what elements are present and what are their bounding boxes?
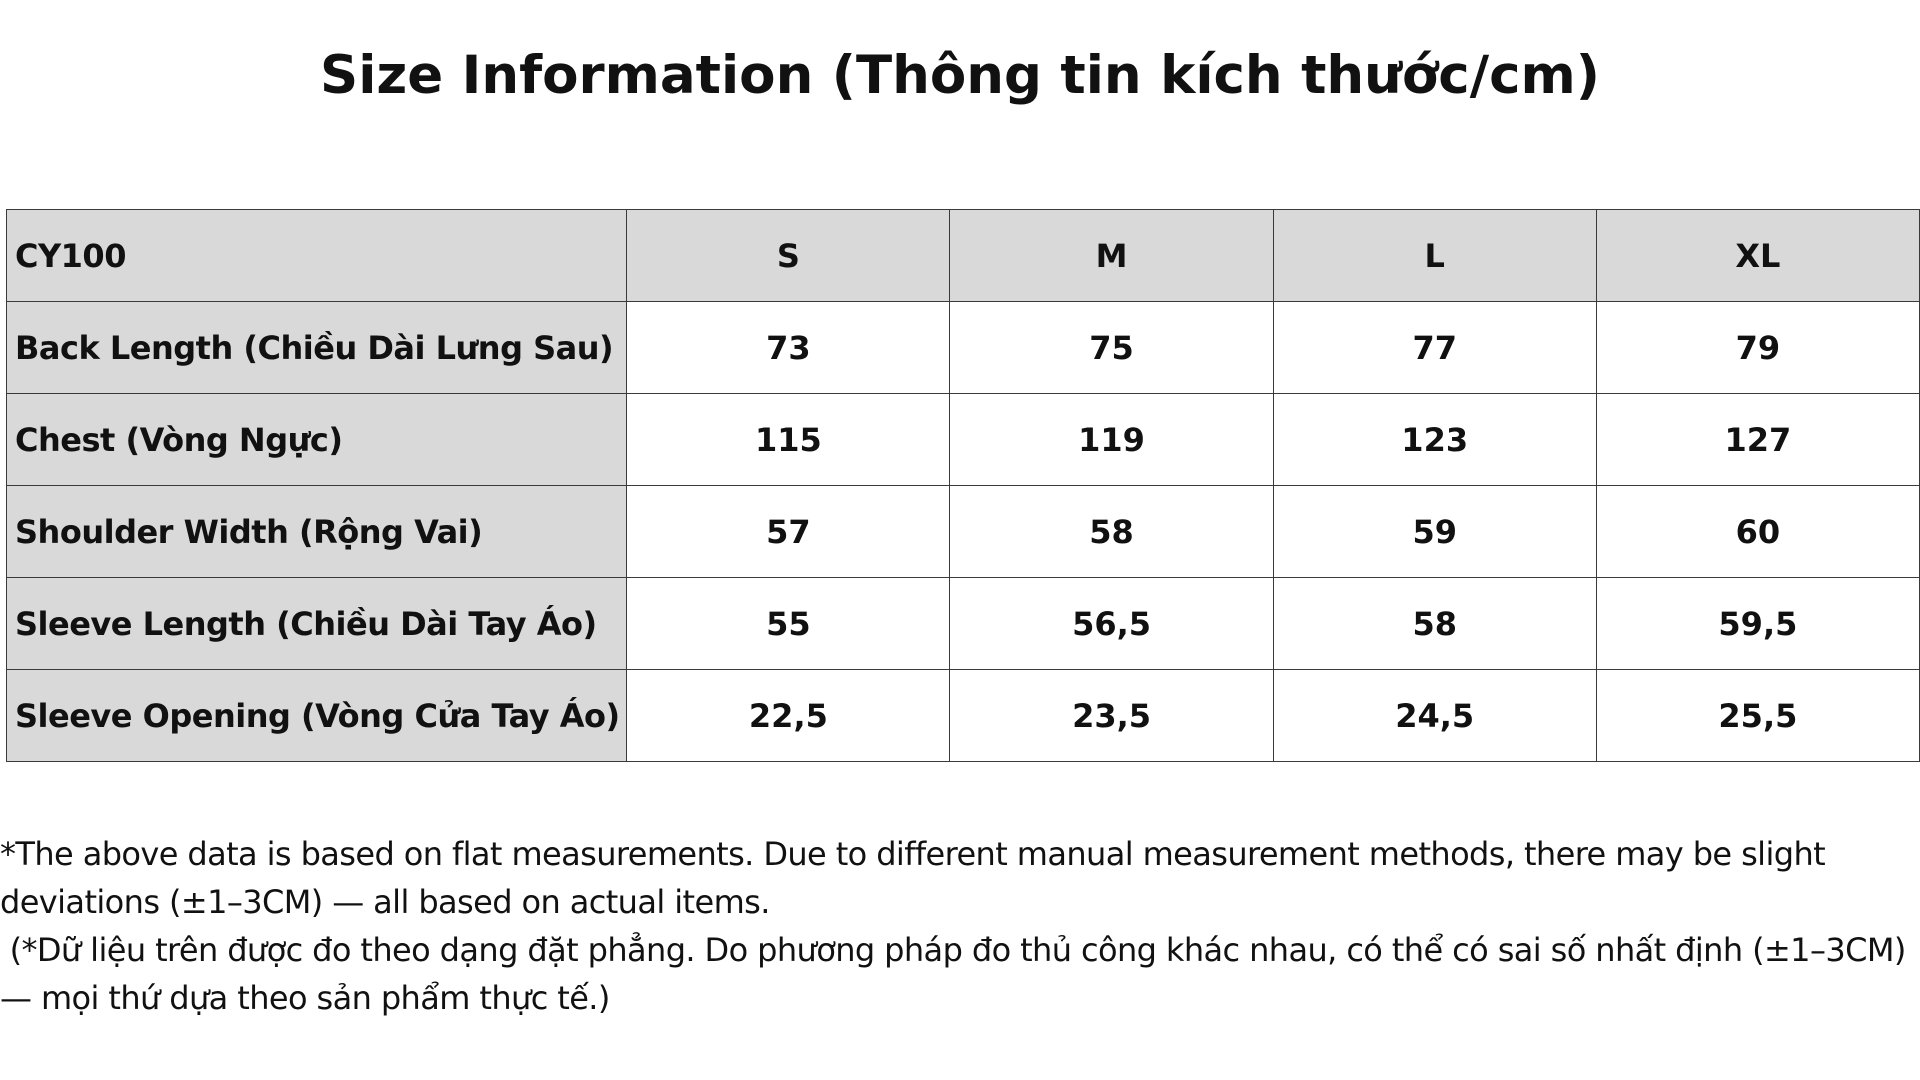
page-title: Size Information (Thông tin kích thước/cm) <box>320 45 1600 106</box>
table-row-sleeve-length <box>7 578 1920 670</box>
table-cell: 58 <box>950 486 1273 578</box>
table-cell: 75 <box>950 302 1273 394</box>
row-label: Sleeve Length (Chiều Dài Tay Áo) <box>7 578 627 670</box>
table-cell: 58 <box>1273 578 1596 670</box>
note-english: *The above data is based on flat measurements. Due to different manual measurement methods, there may be slight deviations (±1–3CM) — all based on actual items. <box>0 835 1835 921</box>
table-header-row <box>7 210 1920 302</box>
table-cell: 119 <box>950 394 1273 486</box>
row-label: Shoulder Width (Rộng Vai) <box>7 486 627 578</box>
table-row-back-length <box>7 302 1920 394</box>
table-cell: 115 <box>627 394 950 486</box>
table-cell: 59 <box>1273 486 1596 578</box>
table-cell: 123 <box>1273 394 1596 486</box>
size-header-xl: XL <box>1596 210 1919 302</box>
table-cell: 73 <box>627 302 950 394</box>
table-cell: 60 <box>1596 486 1919 578</box>
corner-label: CY100 <box>7 210 627 302</box>
table-row-chest <box>7 394 1920 486</box>
table-cell: 23,5 <box>950 670 1273 762</box>
table-row-sleeve-opening <box>7 670 1920 762</box>
row-label: Sleeve Opening (Vòng Cửa Tay Áo) <box>7 670 627 762</box>
size-header-l: L <box>1273 210 1596 302</box>
table-row-shoulder-width <box>7 486 1920 578</box>
table-cell: 56,5 <box>950 578 1273 670</box>
table-cell: 25,5 <box>1596 670 1919 762</box>
table-cell: 77 <box>1273 302 1596 394</box>
size-header-s: S <box>627 210 950 302</box>
table-cell: 55 <box>627 578 950 670</box>
size-header-m: M <box>950 210 1273 302</box>
table-cell: 57 <box>627 486 950 578</box>
table-cell: 59,5 <box>1596 578 1919 670</box>
row-label: Chest (Vòng Ngực) <box>7 394 627 486</box>
measurement-note <box>0 830 1920 1022</box>
size-table <box>6 209 1920 762</box>
row-label: Back Length (Chiều Dài Lưng Sau) <box>7 302 627 394</box>
table-cell: 79 <box>1596 302 1919 394</box>
table-cell: 22,5 <box>627 670 950 762</box>
note-vietnamese: (*Dữ liệu trên được đo theo dạng đặt phẳng. Do phương pháp đo thủ công khác nhau, có thể có sai số nhất định (±1–3CM) — mọi thứ dựa theo sản phẩm thực tế.) <box>0 931 1916 1017</box>
table-cell: 127 <box>1596 394 1919 486</box>
table-cell: 24,5 <box>1273 670 1596 762</box>
